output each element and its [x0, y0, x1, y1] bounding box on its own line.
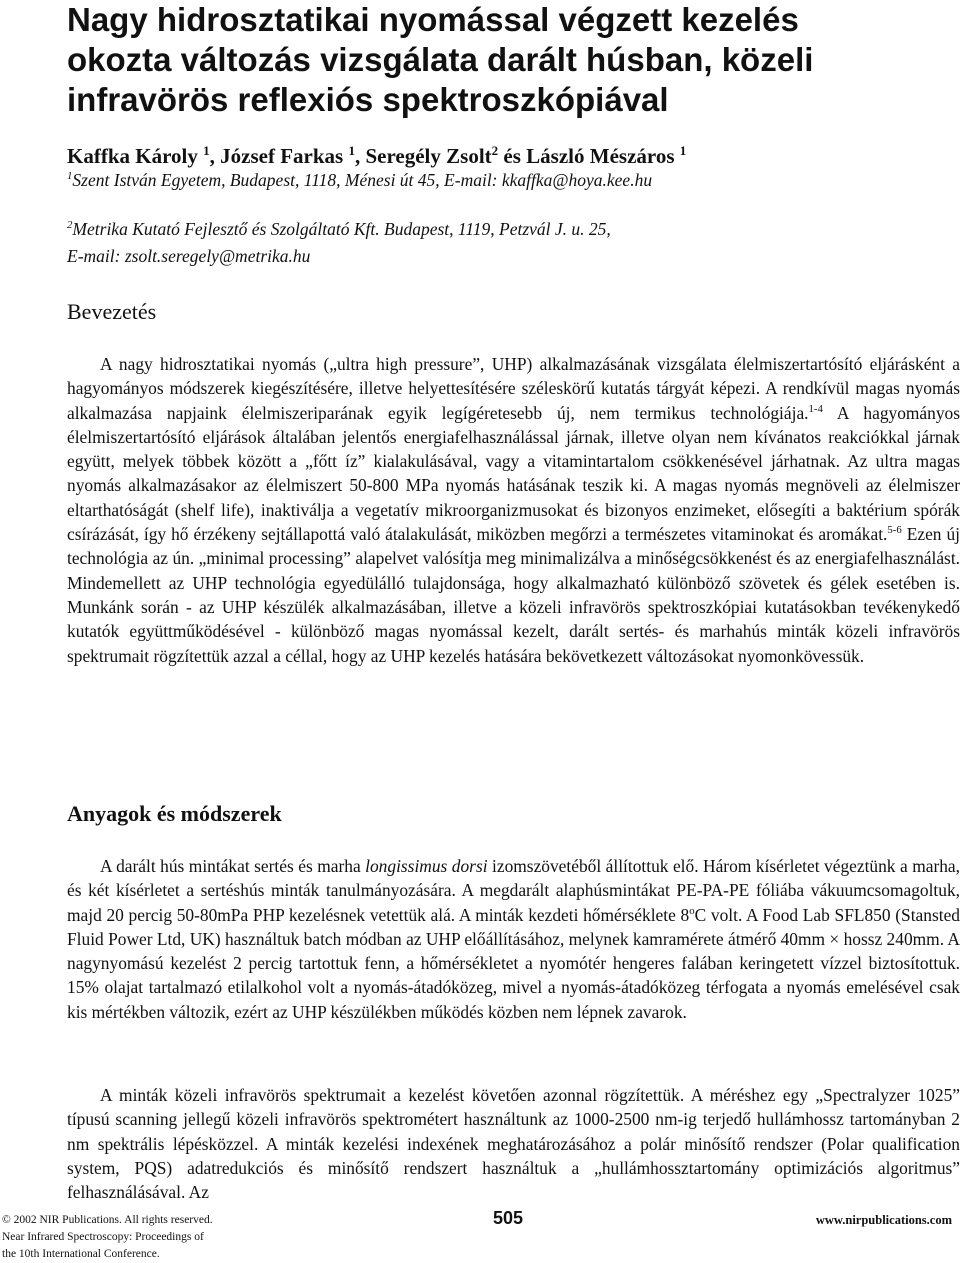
section-heading-intro: Bevezetés: [67, 299, 157, 324]
author-name: József Farkas: [220, 144, 344, 168]
affiliation-text: Szent István Egyetem, Budapest, 1118, Ménesi út 45, E-mail: kkaffka@hoya.kee.hu: [72, 170, 653, 190]
degree-symbol: o: [689, 904, 695, 917]
author-name: Kaffka Károly: [67, 144, 198, 168]
paragraph-text: A hagyományos élelmiszertartósító eljárások általában jelentős energiafelhasználással járnak, illetve olyan nem kívánatos reakciókkal járnak együtt, melyek többek között a „főtt íz” kialakulásával, vagy a vitamintartalom csökkenésével járhatnak. Az ultra magas nyomás alkalmazásakor az élelmiszert 50-800 MPa nyomás hatásának teszik ki. A magas nyomás megnöveli az élelmiszer eltarthatóságát (shelf life), inaktiválja a vegetatív mikroorganizmusokat és bizonyos enzimeket, elősegíti a baktérium spórák csírázását, így hő érzékeny sejtállapottá való átalakulását, miközben megőrzi a természetes vitaminokat és aromákat.: [67, 402, 960, 545]
paper-title: [67, 0, 947, 120]
affiliation-marker: 1: [67, 170, 73, 183]
italic-term: longissimus dorsi: [365, 856, 488, 876]
title-line: Nagy hidrosztatikai nyomással végzett kezelés: [67, 1, 799, 38]
affiliation-marker: 2: [67, 219, 73, 232]
section-heading-methods: Anyagok és módszerek: [67, 801, 282, 826]
author-conjunction: és: [498, 144, 527, 168]
copyright-text: © 2002 NIR Publications. All rights reserved.: [2, 1214, 213, 1226]
title-line: infravörös reflexiós spektroszkópiával: [67, 81, 669, 118]
footer-publication-info: [2, 1212, 302, 1263]
affiliation-2-email: [67, 244, 947, 268]
affiliation-1: [67, 168, 947, 192]
paragraph-text: C volt. A Food Lab SFL850 (Stansted Fluid Power Ltd, UK) használtuk batch módban az UHP előállításához, melynek kamramérete átmérő 40mm × hossz 240mm. A nagynyomású kezelést 2 percig tartottuk fenn, a hőmérsékletet a nyomótér hengeres falában keringetett vízzel biztosítottuk. 15% olajat tartalmazó etilalkohol volt a nyomás-átadóközeg, mivel a nyomás-átadóközeg térfogata a nyomás emelésével csak kis mértékben változik, ezért az UHP készülékben működés közben nem lépnek zavarok.: [67, 904, 960, 1022]
publisher-url: www.nirpublications.com: [815, 1213, 952, 1227]
page-number: 505: [493, 1208, 524, 1228]
affiliation-2: [67, 217, 947, 241]
paragraph-text: Ezen új technológia az ún. „minimal processing” alapelvet valósítja meg minimalizálva a minőségcsökkenést és az energiafelhasználást. Mindemellett az UHP technológia egyedülálló tulajdonsága, hogy alkalmazható különböző szövetek és gélek esetében is. Munkánk során - az UHP készülék alkalmazásában, illetve a közeli infravörös spektroszkópiai kutatásokban tevékenykedő kutatók együttműködésével - különböző magas nyomással kezelt, darált sertés- és marhahús minták közeli infravörös spektrumait rögzítettük azzal a céllal, hogy az UHP kezelés hatására bekövetkezett változásokat nyomonkövessük.: [67, 524, 960, 666]
paragraph-text: A darált hús mintákat sertés és marha: [100, 856, 366, 876]
title-line: okozta változás vizsgálata darált húsban, közeli: [67, 41, 814, 78]
author-name: Seregély Zsolt: [365, 144, 492, 168]
affiliation-marker: 1: [679, 143, 687, 158]
affiliation-marker: 1: [203, 143, 210, 158]
citation-ref: 5-6: [887, 524, 902, 537]
affiliation-marker: 2: [491, 143, 499, 158]
proceedings-text: the 10th International Conference.: [2, 1248, 160, 1260]
intro-paragraph: [67, 352, 960, 668]
author-list: Kaffka Károly $^1$, József Farkas $^1$, Seregély Zsolt$^2$ és László Mészáros $^1$: [67, 143, 687, 168]
methods-paragraph-1: [67, 854, 960, 1024]
affiliation-text: Metrika Kutató Fejlesztő és Szolgáltató Kft. Budapest, 1119, Petzvál J. u. 25,: [72, 219, 611, 239]
affiliation-marker: 1: [348, 143, 355, 158]
paragraph-text: izomszövetéből állítottuk elő. Három kísérletet végeztünk a marha, és két kísérletet a sertéshús minták tanulmányozására. A megdarált alaphúsmintákat PE-PA-PE fóliába vákuumcsomagoltuk, majd 20 percig 50-80mPa PHP kezelésnek vetettük alá. A minták kezdeti hőmérséklete 8: [67, 856, 960, 925]
proceedings-text: Near Infrared Spectroscopy: Proceedings of: [2, 1231, 204, 1243]
affiliation-text: E-mail: zsolt.seregely@metrika.hu: [67, 246, 311, 266]
methods-paragraph-2: A minták közeli infravörös spektrumait a kezelést követően azonnal rögzítettük. A méréshez egy „Spectralyzer 1025” típusú scanning jellegű közeli infravörös spektrométert használtunk az 1000-2500 nm-ig terjedő hullámhossz tartományban 2 nm spektrális lépésközzel. A minták kezelési indexének meghatározásához a polár minősítő rendszer (Polar qualification system, PQS) adatredukciós és minősítő rendszert használtuk a „hullámhossztartomány optimizációs algoritmus” felhasználásával. Az: [67, 1085, 960, 1203]
paragraph-text: A nagy hidrosztatikai nyomás („ultra high pressure”, UHP) alkalmazásának vizsgálata élelmiszertartósító eljárásként a hagyományos módszerek kiegészítésére, illetve helyettesítésére széleskörű kutatás tárgyát képezi. A rendkívül magas nyomás alkalmazása napjaink élelmiszeriparának egyik legígéretesebb új, nem termikus technológiája.: [67, 354, 960, 423]
citation-ref: 1-4: [808, 402, 823, 415]
author-name: László Mészáros: [526, 144, 675, 168]
